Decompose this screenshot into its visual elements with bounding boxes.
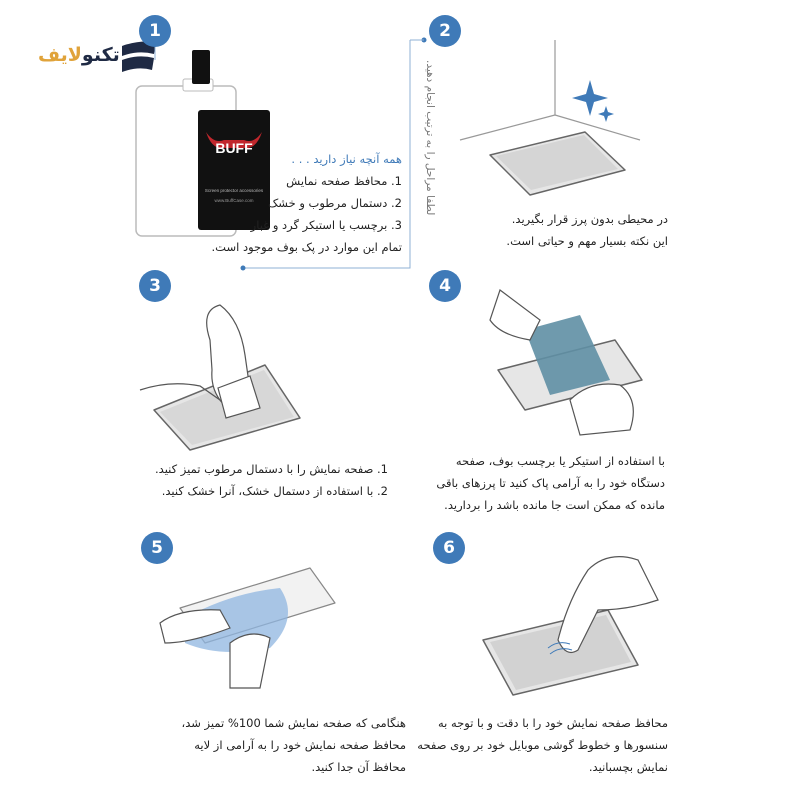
packet-brand: BUFF bbox=[215, 140, 253, 156]
step-2-badge: 2 bbox=[429, 15, 461, 47]
step-5-line: محافظ صفحه نمایش خود را به آرامی از لایه bbox=[194, 738, 406, 752]
step-5-line: محافظ آن جدا کنید. bbox=[311, 760, 406, 774]
step-1-heading: همه آنچه نیاز دارید . . . bbox=[291, 152, 402, 166]
packet-tagline: Screen protector accessories bbox=[204, 188, 264, 193]
step-4-badge: 4 bbox=[429, 270, 461, 302]
step-6-line: نمایش بچسبانید. bbox=[588, 760, 668, 774]
step-5-badge: 5 bbox=[141, 532, 173, 564]
step-2-line: این نکته بسیار مهم و حیاتی است. bbox=[506, 234, 668, 248]
brand-name: تکنولایف bbox=[38, 44, 120, 66]
step-4-line: مانده که ممکن است جا مانده باشد را بردارید. bbox=[444, 498, 665, 512]
step-1-footer: تمام این موارد در پک بوف موجود است. bbox=[211, 240, 402, 254]
step-1-badge: 1 bbox=[139, 15, 171, 47]
clean-room-illustration bbox=[460, 40, 680, 200]
step-4-line: دستگاه خود را به آرامی پاک کنید تا پرزهای باقی bbox=[436, 476, 665, 490]
step-1-item: 1. محافظ صفحه نمایش bbox=[286, 174, 402, 188]
step-3-line: 1. صفحه نمایش را با دستمال مرطوب تمیز کنید. bbox=[155, 462, 388, 476]
step-6-badge: 6 bbox=[433, 532, 465, 564]
dust-sticker-illustration bbox=[470, 280, 670, 450]
step-2-text bbox=[506, 208, 668, 252]
step-6-line: سنسورها و خطوط گوشی موبایل خود بر روی صفحه bbox=[417, 738, 668, 752]
step-3-line: 2. با استفاده از دستمال خشک، آنرا خشک کنید. bbox=[161, 484, 388, 498]
step-5-text bbox=[182, 712, 406, 778]
step-6-line: محافظ صفحه نمایش خود را با دقت و با توجه به bbox=[437, 716, 668, 730]
step-6-text bbox=[417, 712, 668, 778]
step-3-badge: 3 bbox=[139, 270, 171, 302]
step-4-line: با استفاده از استیکر یا برچسب بوف، صفحه bbox=[455, 454, 665, 468]
sparkle-icon bbox=[572, 80, 614, 122]
step-2-line: در محیطی بدون پرز قرار بگیرید. bbox=[511, 212, 668, 226]
apply-protector-illustration bbox=[478, 540, 678, 700]
packet-url: www.BuffCase.com bbox=[214, 198, 254, 203]
step-1-item: 2. دستمال مرطوب و خشک bbox=[268, 196, 402, 210]
wipe-packet-small bbox=[192, 50, 210, 84]
step-5-line: هنگامی که صفحه نمایش شما 100% تمیز شد، bbox=[181, 716, 406, 730]
step-1-text bbox=[212, 148, 402, 258]
peel-protector-illustration bbox=[160, 548, 360, 698]
side-note: لطفا مراحل را به ترتیب انجام دهید. bbox=[424, 60, 436, 216]
wipe-screen-illustration bbox=[140, 300, 340, 460]
step-3-text bbox=[155, 458, 388, 502]
step-4-text bbox=[436, 450, 665, 516]
step-1-item: 3. برچسب یا استیکر گرد و غبار bbox=[250, 218, 402, 232]
